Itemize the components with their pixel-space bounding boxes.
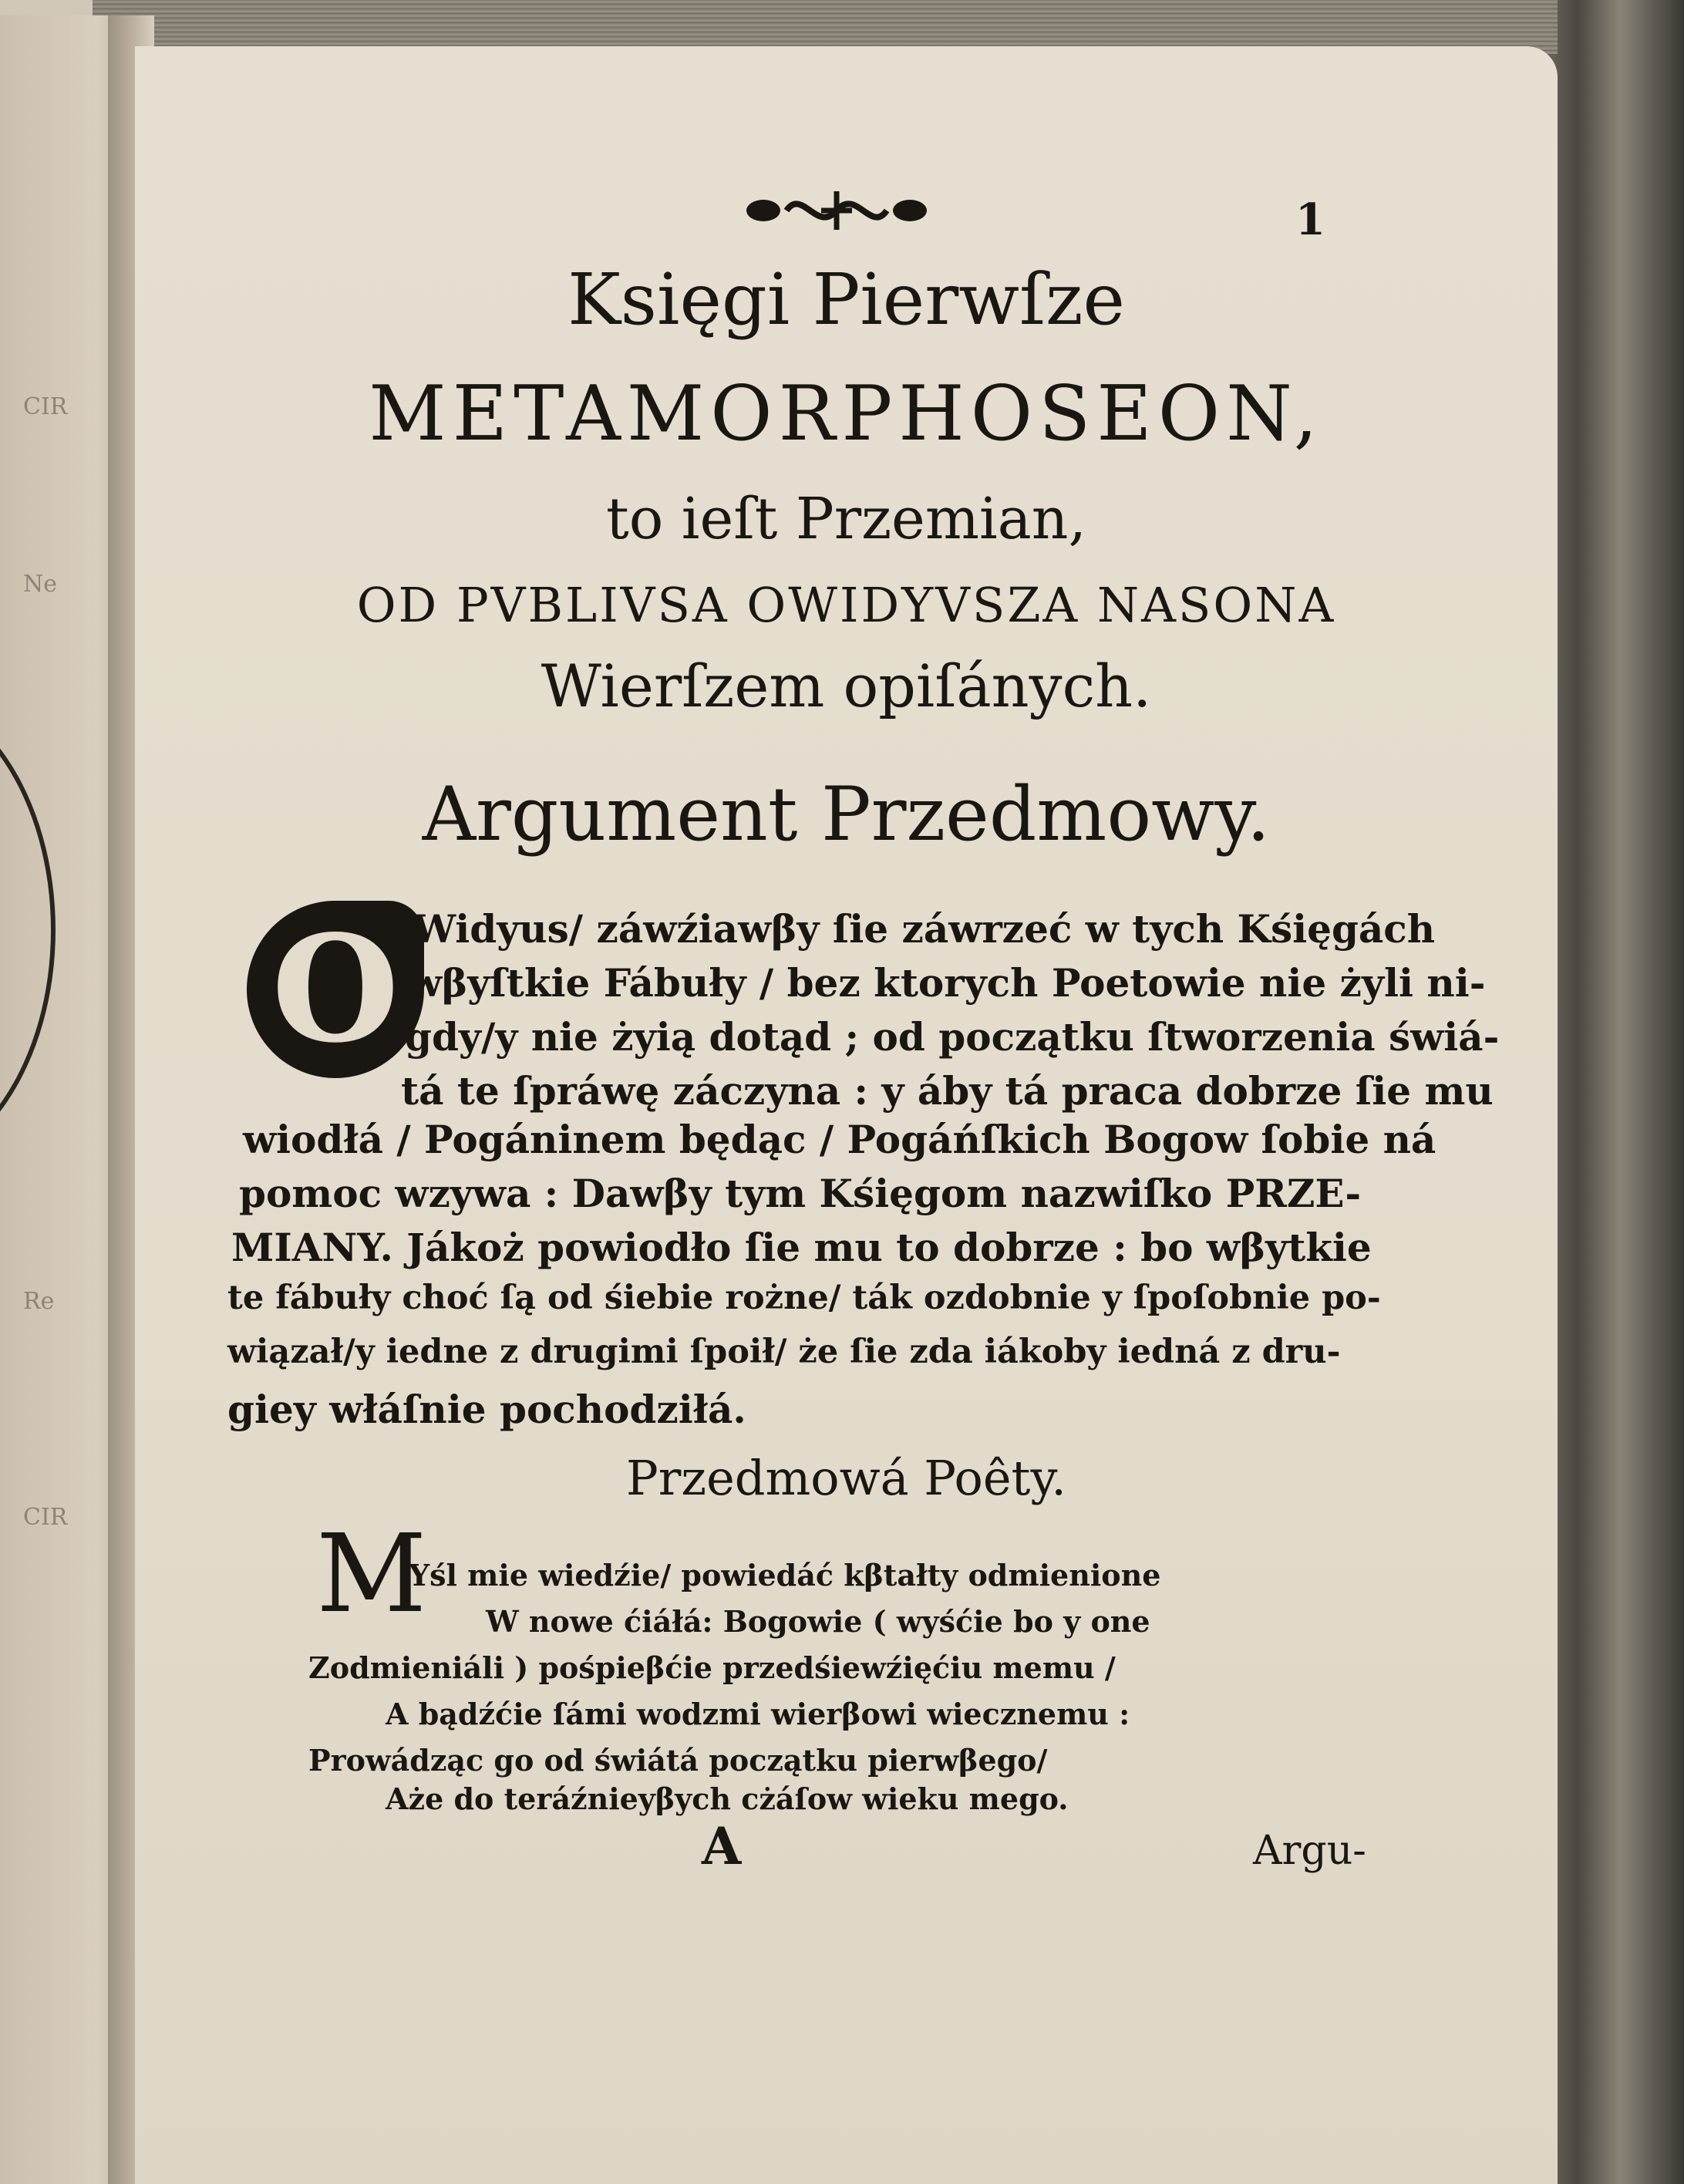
ornament-icon — [740, 184, 933, 238]
signature-mark: A — [702, 1816, 742, 1876]
poem-initial: M — [316, 1512, 427, 1637]
argument-line: tá te ſpráwę záczyna : y áby tá praca dobrze ſie mu — [401, 1068, 1494, 1114]
argument-line: gdy/y nie żyią dotąd ; od początku ſtworzenia świá- — [405, 1014, 1500, 1060]
argument-line: te fábuły choć ſą od śiebie rożne/ ták ozdobnie y ſpoſobnie po- — [227, 1279, 1381, 1317]
preface-heading: Przedmowá Poêty. — [626, 1450, 1066, 1506]
title-line-4: OD PVBLIVSA OWIDYVSZA NASONA — [356, 577, 1336, 633]
argument-line: wiązał/y iedne z drugimi ſpoił/ że ſie zda iákoby iedná z dru- — [227, 1333, 1341, 1371]
argument-line: pomoc wzywa : Dawβy tym Kśięgom nazwiſko PRZE- — [239, 1171, 1362, 1216]
drop-cap: O — [247, 901, 424, 1078]
argument-line: Widyus/ záwźiawβy ſie záwrzeć w tych Kśięgách — [413, 906, 1436, 952]
title-line-5: Wierſzem opiſánych. — [541, 652, 1152, 720]
poem-line: W nowe ćiáłá: Bogowie ( wyśćie bo y one — [486, 1604, 1150, 1639]
title-line-2: METAMORPHOSEON, — [369, 370, 1324, 458]
left-page-fragment: Ne — [23, 571, 58, 598]
argument-line: giey włáſnie pochodziłá. — [227, 1387, 746, 1432]
title-line-3: to ieſt Przemian, — [605, 486, 1086, 552]
poem-line: Zodmieniáli ) pośpieβćie przedśiewźięćiu memu / — [308, 1650, 1116, 1685]
catchword: Argu- — [1253, 1828, 1366, 1874]
poem-line: A bądźćie ſámi wodzmi wierβowi wiecznemu : — [386, 1697, 1130, 1731]
left-page-fragment: CIR — [23, 1504, 68, 1531]
poem-line: Aże do teráźnieyβych cżáſow wieku mego. — [386, 1781, 1069, 1816]
argument-line: wiodłá / Pogáninem będąc / Pogáńſkich Bogow ſobie ná — [243, 1117, 1436, 1162]
title-line-1: Księgi Pierwſze — [568, 258, 1125, 341]
page-number: 1 — [1295, 194, 1325, 245]
poem-line: Prowádząc go od świátá początku pierwβego/ — [308, 1743, 1048, 1778]
woodcut-circle — [0, 686, 56, 1174]
poem-line: Yśl mie wiedźie/ powiedáć kβtałty odmienione — [409, 1558, 1161, 1592]
argument-heading: Argument Przedmowy. — [422, 771, 1271, 858]
left-page-fragment: Re — [23, 1288, 55, 1315]
argument-line: wβyſtkie Fábuły / bez ktorych Poetowie nie żyli ni- — [409, 960, 1486, 1006]
book-edge — [1542, 0, 1684, 2184]
left-page-fragment: CIR — [23, 393, 68, 420]
argument-line: MIANY. Jákoż powiodło ſie mu to dobrze : bo wβytkie — [231, 1225, 1372, 1270]
